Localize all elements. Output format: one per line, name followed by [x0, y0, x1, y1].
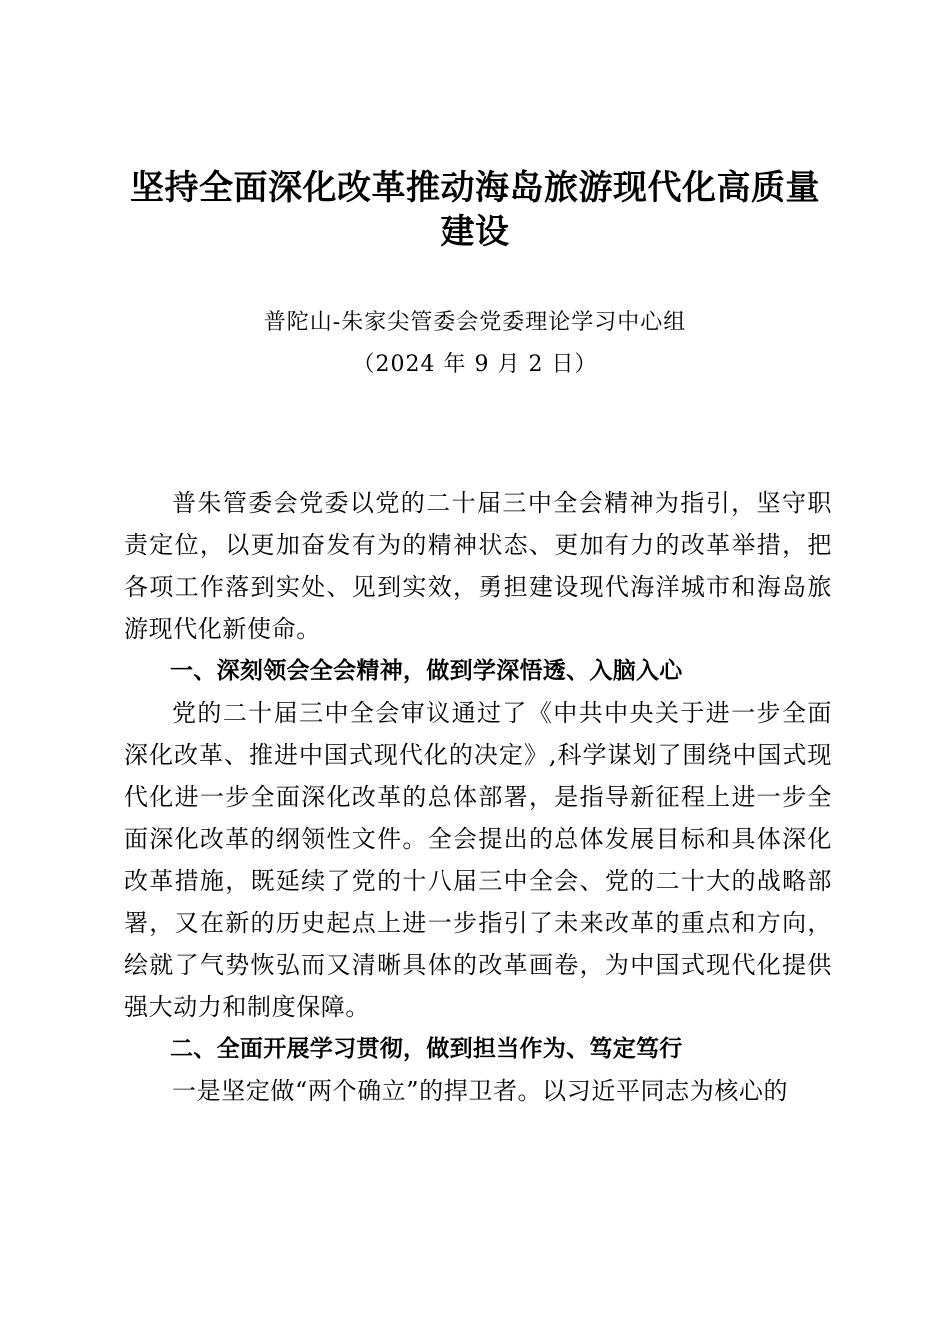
document-date: （2024 年 9 月 2 日）: [352, 352, 598, 377]
section-1-paragraph: 党的二十届三中全会审议通过了《中共中央关于进一步全面深化改革、推进中国式现代化的决定》,科学谋划了围绕中国式现代化进一步全面深化改革的总体部署，是指导新征程上进一步全面深化改革的纲领性文件。全会提出的总体发展目标和具体深化改革措施，既延续了党的十八届三中全会、党的二十大的战略部署，又在新的历史起点上进一步指引了未来改革的重点和方向，绘就了气势恢弘而又清晰具体的改革画卷，为中国式现代化提供强大动力和制度保障。: [124, 699, 832, 1021]
document-body: [124, 482, 832, 1112]
document-author: 普陀山-朱家尖管委会党委理论学习中心组: [263, 310, 687, 335]
section-2-paragraph: 一是坚定做“两个确立”的捍卫者。以习近平同志为核心的: [172, 1077, 789, 1105]
intro-paragraph: 普朱管委会党委以党的二十届三中全会精神为指引，坚守职责定位，以更加奋发有为的精神状态、更加有力的改革举措，把各项工作落到实处、见到实效，勇担建设现代海洋城市和海岛旅游现代化新使命。: [124, 489, 832, 643]
section-heading-2: 二、全面开展学习贯彻，做到担当作为、笃定笃行: [170, 1036, 683, 1062]
document-title: 坚持全面深化改革推动海岛旅游现代化高质量建设: [130, 168, 820, 252]
section-heading-1: 一、深刻领会全会精神，做到学深悟透、入脑入心: [170, 658, 683, 684]
